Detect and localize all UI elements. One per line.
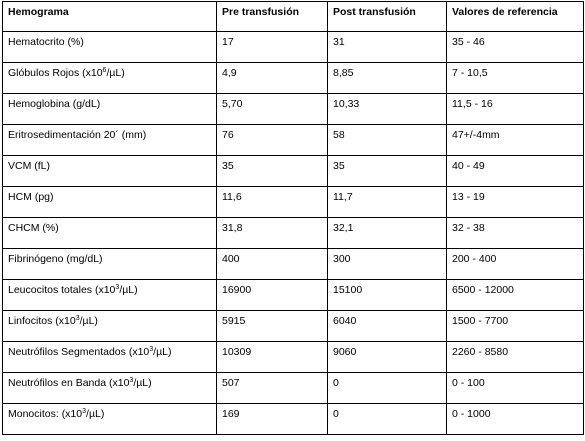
row-pre-value: 400 (217, 249, 328, 280)
row-parameter (3, 280, 217, 311)
row-parameter: HCM (pg) (3, 187, 217, 218)
parameter-text: Neutrófilos Segmentados (x10 (8, 346, 150, 358)
parameter-unit: /µL) (86, 408, 105, 420)
parameter-text: Neutrófilos en Banda (x10 (8, 377, 130, 389)
parameter-text: Glóbulos Rojos (x10 (8, 67, 103, 79)
row-pre-value: 10309 (217, 342, 328, 373)
row-pre-value: 31,8 (217, 218, 328, 249)
parameter-text: Linfocitos (x10 (8, 315, 76, 327)
header-reference-values: Valores de referencia (447, 2, 584, 32)
row-pre-value: 507 (217, 373, 328, 404)
row-parameter (3, 63, 217, 94)
row-reference-value: 0 - 100 (447, 373, 584, 404)
table-row (3, 187, 584, 218)
row-post-value: 58 (328, 125, 447, 156)
row-post-value: 11,7 (328, 187, 447, 218)
row-reference-value: 35 - 46 (447, 32, 584, 63)
parameter-exponent: 3 (115, 284, 120, 291)
table-row (3, 249, 584, 280)
table-row (3, 373, 584, 404)
row-parameter (3, 311, 217, 342)
row-post-value: 0 (328, 404, 447, 435)
row-post-value: 35 (328, 156, 447, 187)
row-post-value: 300 (328, 249, 447, 280)
table-row (3, 125, 584, 156)
table-header-row (3, 2, 584, 32)
row-pre-value: 17 (217, 32, 328, 63)
row-reference-value: 7 - 10,5 (447, 63, 584, 94)
row-parameter: Hemoglobina (g/dL) (3, 94, 217, 125)
row-reference-value: 1500 - 7700 (447, 311, 584, 342)
row-pre-value: 4,9 (217, 63, 328, 94)
row-pre-value: 35 (217, 156, 328, 187)
table-row (3, 32, 584, 63)
row-reference-value: 13 - 19 (447, 187, 584, 218)
row-post-value: 6040 (328, 311, 447, 342)
row-reference-value: 200 - 400 (447, 249, 584, 280)
row-post-value: 32,1 (328, 218, 447, 249)
row-reference-value: 0 - 1000 (447, 404, 584, 435)
parameter-exponent: 6 (102, 67, 107, 74)
parameter-exponent: 3 (82, 408, 87, 415)
table-row (3, 311, 584, 342)
table-row (3, 342, 584, 373)
row-pre-value: 5915 (217, 311, 328, 342)
row-post-value: 0 (328, 373, 447, 404)
parameter-exponent: 3 (129, 377, 134, 384)
row-post-value: 15100 (328, 280, 447, 311)
row-reference-value: 40 - 49 (447, 156, 584, 187)
table-row (3, 280, 584, 311)
parameter-exponent: 3 (75, 315, 80, 322)
row-parameter: Hematocrito (%) (3, 32, 217, 63)
row-pre-value: 169 (217, 404, 328, 435)
row-pre-value: 16900 (217, 280, 328, 311)
table-row (3, 404, 584, 435)
parameter-unit: /µL) (153, 346, 172, 358)
row-parameter (3, 373, 217, 404)
row-reference-value: 32 - 38 (447, 218, 584, 249)
table-row (3, 63, 584, 94)
row-pre-value: 76 (217, 125, 328, 156)
table-row (3, 94, 584, 125)
parameter-unit: /µL) (133, 377, 152, 389)
parameter-unit: /µL) (119, 284, 138, 296)
header-pre-transfusion: Pre transfusión (217, 2, 328, 32)
row-reference-value: 6500 - 12000 (447, 280, 584, 311)
row-reference-value: 2260 - 8580 (447, 342, 584, 373)
parameter-unit: /µL) (79, 315, 98, 327)
row-post-value: 10,33 (328, 94, 447, 125)
row-pre-value: 5,70 (217, 94, 328, 125)
table-row (3, 218, 584, 249)
header-hemograma: Hemograma (3, 2, 217, 32)
row-parameter: Eritrosedimentación 20´ (mm) (3, 125, 217, 156)
row-reference-value: 47+/-4mm (447, 125, 584, 156)
row-pre-value: 11,6 (217, 187, 328, 218)
row-parameter (3, 342, 217, 373)
parameter-exponent: 3 (149, 346, 154, 353)
parameter-text: Monocitos: (x10 (8, 408, 83, 420)
row-post-value: 9060 (328, 342, 447, 373)
row-parameter: CHCM (%) (3, 218, 217, 249)
row-parameter (3, 404, 217, 435)
hemogram-table (2, 1, 584, 435)
row-parameter: Fibrinógeno (mg/dL) (3, 249, 217, 280)
header-post-transfusion: Post transfusión (328, 2, 447, 32)
row-post-value: 31 (328, 32, 447, 63)
row-reference-value: 11,5 - 16 (447, 94, 584, 125)
parameter-text: Leucocitos totales (x10 (8, 284, 116, 296)
table-row (3, 156, 584, 187)
parameter-unit: /µL) (106, 67, 125, 79)
row-parameter: VCM (fL) (3, 156, 217, 187)
row-post-value: 8,85 (328, 63, 447, 94)
